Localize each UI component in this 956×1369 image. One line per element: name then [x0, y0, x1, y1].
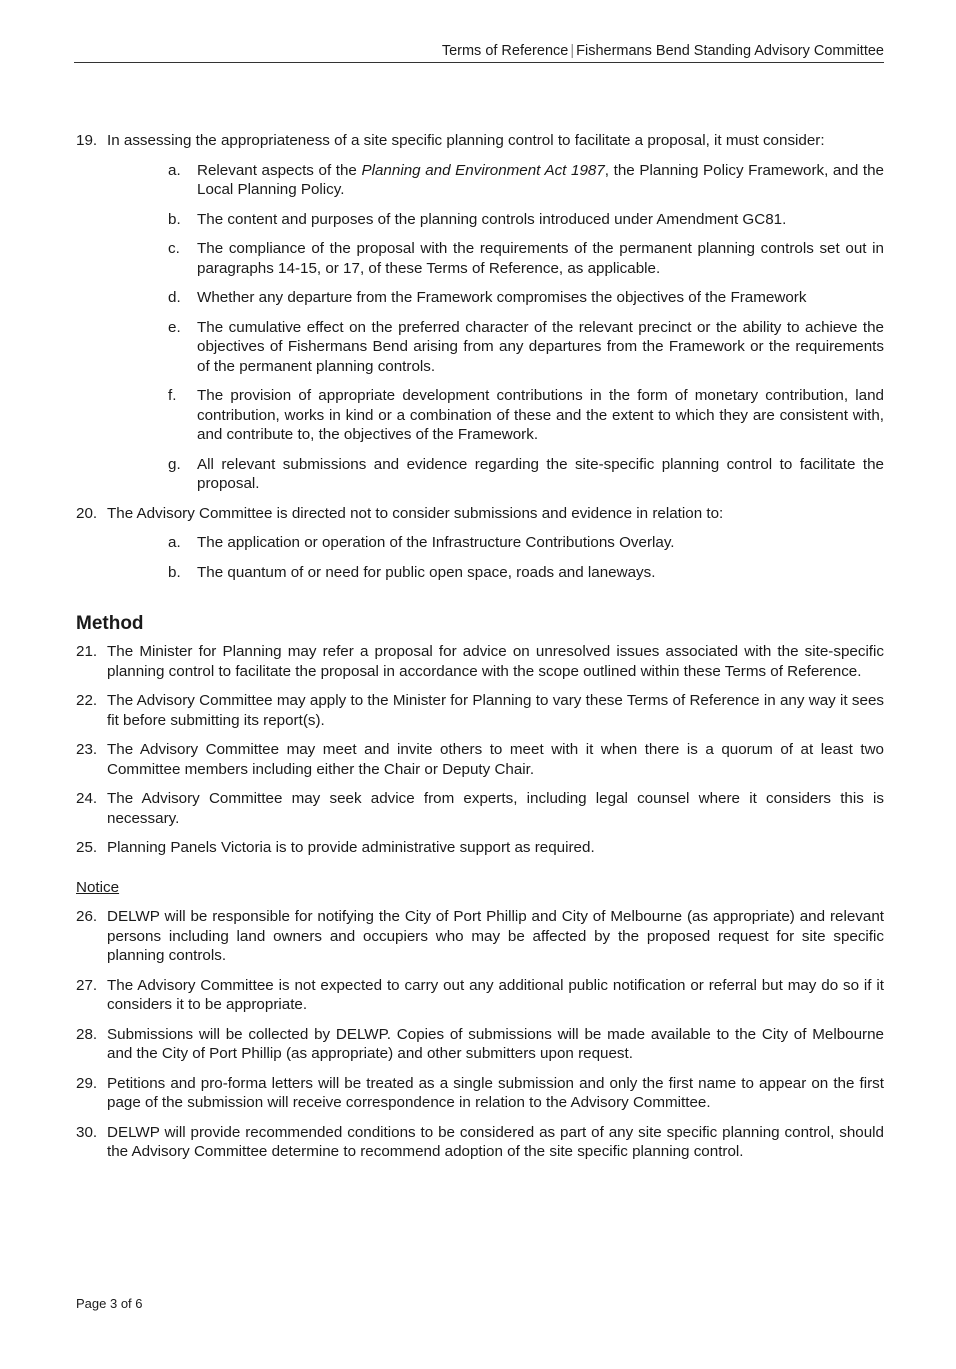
paragraph-text: Petitions and pro-forma letters will be treated as a single submission and only the first name to appear on the first page of the submission will receive correspondence in relation to the Advisory Committee.	[107, 1074, 884, 1111]
header-separator: |	[570, 43, 575, 59]
paragraph-28	[76, 1025, 884, 1064]
paragraph-25	[76, 838, 884, 858]
paragraph-20	[76, 504, 884, 583]
page-number: Page 3 of 6	[76, 1296, 143, 1311]
sub-item-label: a.	[168, 161, 181, 179]
paragraph-number: 20.	[76, 504, 98, 522]
act-title: Planning and Environment Act 1987	[361, 161, 605, 179]
paragraph-text: DELWP will provide recommended conditions to be considered as part of any site specific planning control, should the Advisory Committee determine to recommend adoption of the site specific planning control.	[107, 1123, 884, 1160]
sub-item-label: b.	[168, 563, 181, 581]
page-header	[74, 40, 884, 63]
sub-item-e	[107, 318, 884, 377]
sub-item-text: The application or operation of the Infrastructure Contributions Overlay.	[197, 534, 675, 551]
sub-item-g	[107, 455, 884, 494]
sub-item-text: The compliance of the proposal with the requirements of the permanent planning controls set out in paragraphs 14-15, or 17, of these Terms of Reference, as applicable.	[197, 240, 884, 277]
paragraph-26	[76, 907, 884, 966]
paragraph-number: 27.	[76, 976, 98, 994]
paragraph-text: The Advisory Committee may apply to the Minister for Planning to vary these Terms of Reference in any way it sees fit before submitting its report(s).	[107, 692, 884, 729]
sub-item-text: All relevant submissions and evidence regarding the site-specific planning control to facilitate the proposal.	[197, 455, 884, 492]
paragraph-text: The Minister for Planning may refer a proposal for advice on unresolved issues associated with the site-specific planning control to facilitate the proposal in accordance with the scope outlined within these Terms of Reference.	[107, 643, 884, 680]
paragraph-text: DELWP will be responsible for notifying the City of Port Phillip and City of Melbourne (as appropriate) and relevant persons including land owners and occupiers who may be affected by the proposed request for site specific planning controls.	[107, 908, 884, 964]
header-doc-title: Terms of Reference	[441, 43, 569, 59]
sub-item-label: d.	[168, 289, 181, 306]
paragraph-30	[76, 1123, 884, 1162]
paragraph-number: 26.	[76, 908, 98, 925]
sub-item-text: Whether any departure from the Framework compromises the objectives of the Framework	[197, 289, 807, 306]
sub-item-text-pre: Relevant aspects of the	[197, 161, 362, 179]
paragraph-24	[76, 789, 884, 828]
sub-item-label: e.	[168, 318, 181, 336]
paragraph-22	[76, 691, 884, 730]
notice-subheading: Notice	[76, 878, 120, 896]
paragraph-number: 29.	[76, 1074, 98, 1092]
sub-item-text: The cumulative effect on the preferred character of the relevant precinct or the ability to achieve the objectives of Fishermans Bend arising from any departures from the Framework or the requirements of the permanent planning controls.	[197, 318, 884, 375]
sub-item-text: The provision of appropriate development contributions in the form of monetary contribution, land contribution, works in kind or a combination of these and the extent to which they are consistent with, and contribute to, the objectives of the Framework.	[197, 387, 884, 443]
paragraph-number: 28.	[76, 1025, 98, 1043]
sub-item-f	[107, 386, 884, 445]
sub-list	[107, 533, 884, 582]
sub-list	[107, 161, 884, 494]
paragraph-23	[76, 740, 884, 779]
sub-item-label: c.	[168, 240, 180, 257]
sub-item-a	[107, 533, 884, 553]
sub-item-label: a.	[168, 534, 181, 551]
sub-item-text: The content and purposes of the planning controls introduced under Amendment GC81.	[197, 210, 787, 228]
sub-item-a	[107, 161, 884, 200]
paragraph-number: 19.	[76, 132, 98, 149]
paragraph-number: 30.	[76, 1123, 98, 1141]
paragraph-number: 24.	[76, 790, 98, 807]
sub-item-d	[107, 288, 884, 308]
document-body	[76, 131, 884, 1172]
paragraph-text: Submissions will be collected by DELWP. Copies of submissions will be made available to the City of Melbourne and the City of Port Phillip (as appropriate) and other submitters upon request.	[107, 1025, 884, 1062]
paragraph-text: In assessing the appropriateness of a site specific planning control to facilitate a proposal, it must consider:	[107, 132, 825, 149]
paragraph-text: The Advisory Committee is directed not to consider submissions and evidence in relation to:	[107, 504, 724, 522]
paragraph-text: The Advisory Committee may seek advice from experts, including legal counsel where it considers this is necessary.	[107, 790, 884, 827]
sub-item-label: b.	[168, 210, 181, 228]
sub-item-label: g.	[168, 455, 181, 473]
paragraph-text: The Advisory Committee is not expected to carry out any additional public notification or referral but may do so if it considers it to be appropriate.	[107, 976, 884, 1013]
paragraph-number: 21.	[76, 643, 98, 660]
method-heading: Method	[76, 613, 144, 634]
sub-item-b	[107, 210, 884, 230]
sub-item-b	[107, 563, 884, 583]
sub-item-text: The quantum of or need for public open space, roads and laneways.	[197, 563, 656, 581]
sub-item-text-post: , the Planning Policy Framework, and the Local Planning Policy.	[197, 161, 884, 198]
paragraph-19	[76, 131, 884, 494]
sub-item-c	[107, 239, 884, 278]
paragraph-text: The Advisory Committee may meet and invite others to meet with it when there is a quorum of at least two Committee members including either the Chair or Deputy Chair.	[107, 741, 884, 778]
paragraph-number: 22.	[76, 692, 98, 709]
header-committee-name: Fishermans Bend Standing Advisory Committee	[576, 43, 884, 59]
paragraph-27	[76, 976, 884, 1015]
paragraph-number: 25.	[76, 839, 98, 856]
paragraph-number: 23.	[76, 741, 98, 758]
paragraph-29	[76, 1074, 884, 1113]
paragraph-21	[76, 642, 884, 681]
sub-item-label: f.	[168, 387, 177, 404]
paragraph-text: Planning Panels Victoria is to provide administrative support as required.	[107, 839, 595, 856]
